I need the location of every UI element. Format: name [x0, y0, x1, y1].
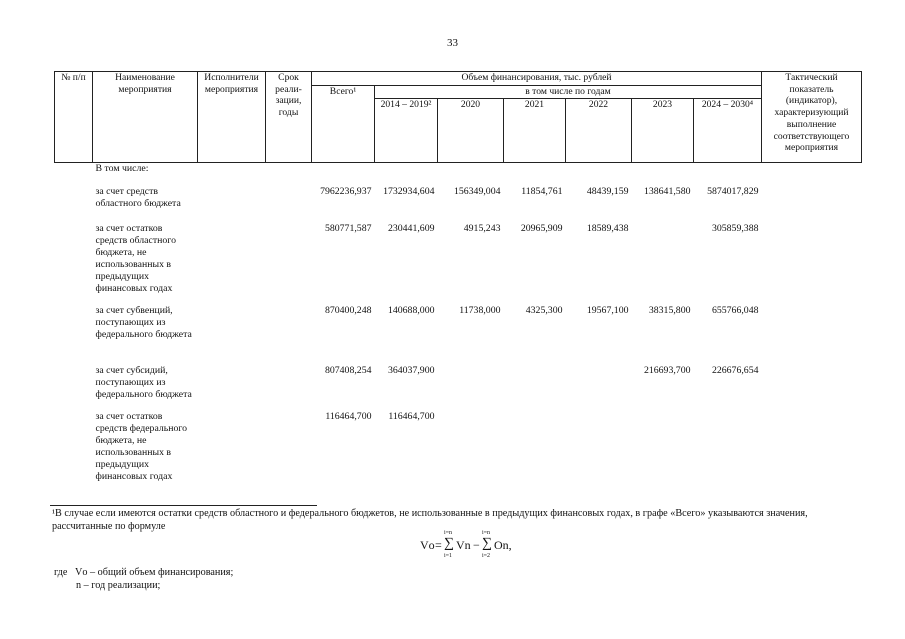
- cell-total: 870400,248: [324, 305, 372, 317]
- legend-n-definition: n – год реализации;: [76, 580, 161, 592]
- header-funding: Объем финансирования, тыс. рублей: [312, 72, 762, 86]
- cell-2022: 19567,100: [586, 305, 629, 317]
- formula-sum2: ∑: [482, 536, 492, 551]
- footnote-divider: [50, 505, 317, 506]
- cell-2020: 4915,243: [463, 223, 501, 235]
- cell-2014-2019: 230441,609: [387, 223, 435, 235]
- cell-2024-2030: 226676,654: [711, 365, 759, 377]
- table-row: [55, 305, 862, 365]
- formula-sum2-upper: i=n: [482, 530, 491, 536]
- cell-2020: 156349,004: [453, 186, 501, 198]
- cell-2023: [632, 411, 694, 495]
- header-year: 2022: [566, 98, 632, 162]
- formula-minus: −: [473, 538, 480, 552]
- formula-sum1-lower: i=1: [444, 553, 453, 559]
- formula-sum2-lower: i=2: [482, 553, 491, 559]
- table-row: [55, 186, 862, 223]
- formula: [420, 530, 530, 570]
- formula-sum1: ∑: [444, 536, 454, 551]
- cell-2023: 216693,700: [643, 365, 691, 377]
- header-year: 2024 – 2030⁴: [694, 98, 762, 162]
- cell-2021: [504, 411, 566, 495]
- cell-2021: [504, 365, 566, 411]
- header-term: Срок реали-зации, годы: [266, 72, 312, 163]
- formula-sum1-upper: i=n: [444, 530, 453, 536]
- cell-2022: [566, 411, 632, 495]
- footnote: ¹В случае если имеются остатки средств областного и федерального бюджетов, не использованные в предыдущих финансовых годах, в графе «Всего» указываются значения, рассчитанные по формуле: [52, 508, 808, 533]
- formula-legend: [54, 566, 233, 593]
- cell-2023: [632, 223, 694, 305]
- table-row: [55, 411, 862, 495]
- cell-2014-2019: 140688,000: [387, 305, 435, 317]
- header-year: 2021: [504, 98, 566, 162]
- header-total: Всего¹: [312, 86, 375, 163]
- cell-2023: 138641,580: [643, 186, 691, 198]
- legend-where: где: [54, 567, 68, 578]
- header-by-years: в том числе по годам: [375, 86, 762, 99]
- cell-2022: 48439,159: [586, 186, 629, 198]
- cell-total: 580771,587: [324, 223, 372, 235]
- header-year: 2020: [438, 98, 504, 162]
- formula-o: On,: [494, 538, 512, 552]
- cell-2021: 4325,300: [525, 305, 563, 317]
- row-label: за счет средств областного бюджета: [95, 186, 181, 210]
- cell-total: 807408,254: [324, 365, 372, 377]
- cell-2024-2030: 305859,388: [711, 223, 759, 235]
- section-label: В том числе:: [95, 162, 149, 174]
- cell-total: 7962236,937: [320, 186, 372, 198]
- header-indicator: Тактический показатель (индикатор), характеризующий выполнение соответствующего мероприятия: [762, 72, 862, 163]
- row-label: за счет остатков средств федерального бюджета, не использованных в предыдущих финансовых годах: [95, 411, 188, 482]
- cell-2024-2030: 655766,048: [711, 305, 759, 317]
- formula-v: Vn: [456, 538, 471, 552]
- cell-2014-2019: 116464,700: [388, 411, 435, 423]
- cell-total: 116464,700: [325, 411, 372, 423]
- cell-2021: 20965,909: [520, 223, 563, 235]
- cell-2022: 18589,438: [586, 223, 629, 235]
- cell-2023: 38315,800: [648, 305, 691, 317]
- formula-lhs: Vо: [420, 538, 435, 552]
- table-row: [55, 365, 862, 411]
- financing-table: [54, 71, 862, 495]
- legend-v-definition: Vо – общий объем финансирования;: [75, 567, 234, 578]
- header-num: № п/п: [55, 72, 93, 163]
- header-executors: Исполнители мероприятия: [198, 72, 266, 163]
- page-number: 33: [447, 37, 458, 49]
- cell-2020: [438, 411, 504, 495]
- header-name: Наименование мероприятия: [93, 72, 198, 163]
- table-row: [55, 223, 862, 305]
- row-label: за счет субсидий, поступающих из федерального бюджета: [95, 365, 192, 401]
- cell-2014-2019: 1732934,604: [383, 186, 435, 198]
- formula-eq: =: [435, 538, 442, 552]
- header-year: 2023: [632, 98, 694, 162]
- cell-2022: [566, 365, 632, 411]
- row-label: за счет остатков средств областного бюджета, не использованных в предыдущих финансовых годах: [95, 223, 176, 294]
- cell-2020: [438, 365, 504, 411]
- cell-2024-2030: 5874017,829: [707, 186, 759, 198]
- cell-2020: 11738,000: [459, 305, 501, 317]
- cell-2014-2019: 364037,900: [387, 365, 435, 377]
- cell-2024-2030: [694, 411, 762, 495]
- row-label: за счет субвенций, поступающих из федерального бюджета: [95, 305, 192, 341]
- cell-2021: 11854,761: [521, 186, 563, 198]
- header-year: 2014 – 2019²: [375, 98, 438, 162]
